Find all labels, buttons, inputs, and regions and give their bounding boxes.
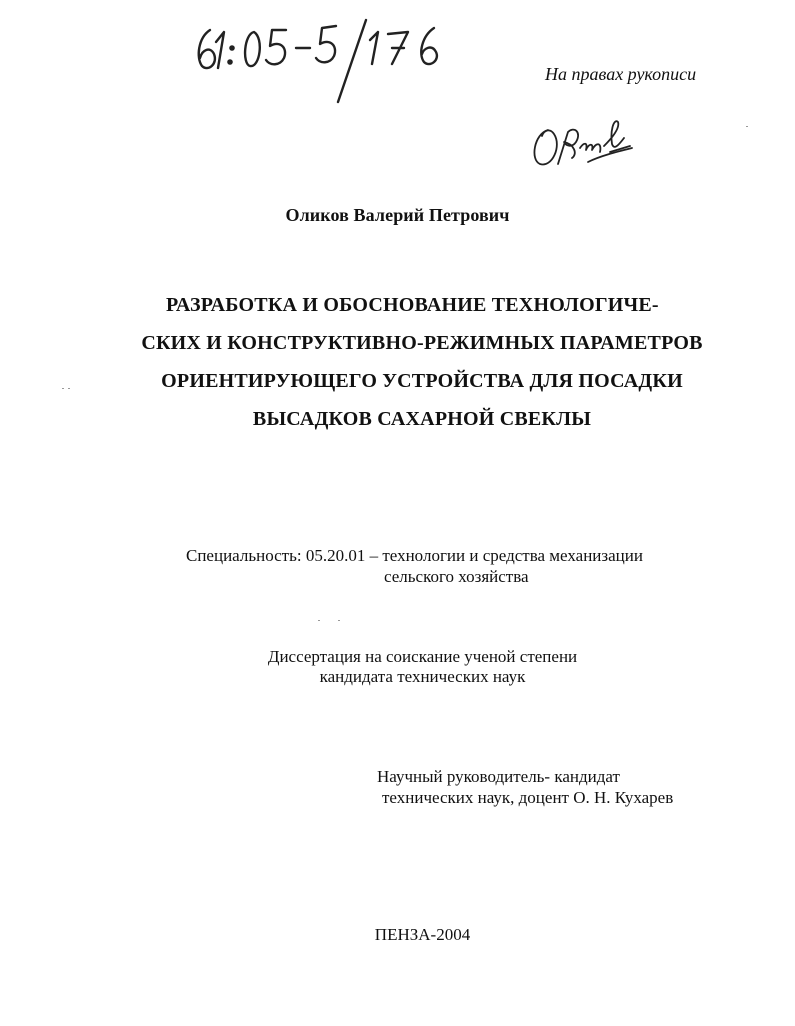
scan-speck [68,388,70,389]
title-line: СКИХ И КОНСТРУКТИВНО-РЕЖИМНЫХ ПАРАМЕТРОВ [141,332,703,354]
scan-speck [62,388,64,389]
manuscript-rights-note: На правах рукописи [545,64,697,84]
degree-line-1: Диссертация на соискание ученой степени [267,647,578,666]
title-line: ВЫСАДКОВ САХАРНОЙ СВЕКЛЫ [252,408,592,430]
degree-statement [0,647,795,687]
author-signature [528,112,640,174]
degree-line-2: кандидата технических наук [319,667,526,686]
title-line: ОРИЕНТИРУЮЩЕГО УСТРОЙСТВА ДЛЯ ПОСАДКИ [161,370,683,392]
handwritten-archive-number [188,14,458,106]
scan-speck [338,620,340,621]
dissertation-title [130,286,714,438]
scan-speck [318,620,320,621]
title-line: РАЗРАБОТКА И ОБОСНОВАНИЕ ТЕХНОЛОГИЧЕ- [166,294,659,316]
author-name: Оликов Валерий Петрович [285,205,510,225]
city-year: ПЕНЗА-2004 [374,925,471,944]
supervisor-line-2: технических наук, доцент О. Н. Кухарев [382,788,674,807]
specialty-line-1: Специальность: 05.20.01 – технологии и средства механизации [186,546,643,565]
scan-speck [746,126,748,127]
specialty-line-2: сельского хозяйства [384,567,529,586]
supervisor-line-1: Научный руководитель- кандидат [377,767,620,786]
